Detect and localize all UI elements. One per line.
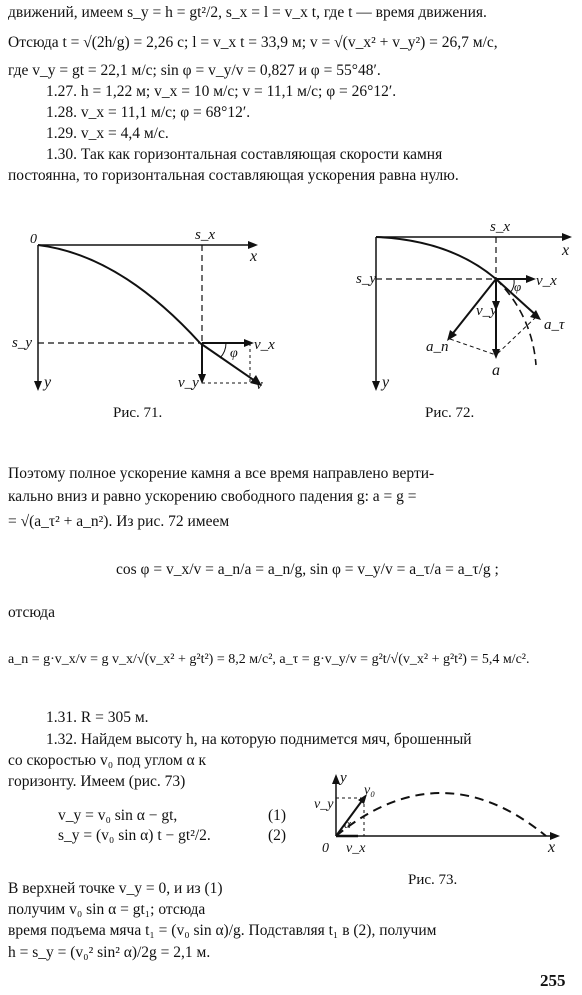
y-axis-label: y [44, 374, 52, 391]
text-line: со скоростью v₀ под углом α к [8, 752, 207, 769]
x-axis-label: x [250, 248, 258, 265]
text-line: Отсюда t = √(2h/g) = 2,26 с; l = v_x t = 33,9 м; v = √(v_x² + v_y²) = 26,7 м/с, [8, 34, 498, 51]
equation-1: v_y = v₀ sin α − gt, [58, 807, 178, 824]
text-line: 1.27. h = 1,22 м; v_x = 10 м/с; v = 11,1 м/с; φ = 26°12′. [46, 83, 397, 100]
figure-72-caption: Рис. 72. [425, 405, 475, 421]
text-line: получим v₀ sin α = gt₁; отсюда [8, 901, 206, 918]
alpha-label: α [344, 816, 351, 831]
sx-label: s_x [195, 227, 215, 243]
vx-label: v_x [536, 273, 557, 289]
sy-label: s_y [12, 335, 32, 351]
formula-cos-sin: cos φ = v_x/v = a_n/a = a_n/g, sin φ = v_y/v = a_τ/a = a_τ/g ; [116, 561, 499, 578]
v0-label: v₀ [364, 783, 376, 798]
sy-label: s_y [356, 271, 376, 287]
sx-label: s_x [490, 219, 510, 235]
text-line: 1.31. R = 305 м. [46, 709, 149, 726]
text-line: = √(a_τ² + a_n²). Из рис. 72 имеем [8, 513, 230, 530]
text-line: горизонту. Имеем (рис. 73) [8, 773, 186, 790]
figure-72 [300, 215, 582, 400]
text-line: кально вниз и равно ускорению свободного падения g: a = g = [8, 488, 417, 505]
text-line: 1.32. Найдем высоту h, на которую поднимется мяч, брошенный [46, 731, 472, 748]
page-number: 255 [540, 971, 566, 990]
vy-label: v_y [178, 375, 199, 391]
vy-label: v_y [476, 303, 497, 319]
figure-73 [306, 770, 578, 855]
origin-label: 0 [30, 232, 37, 247]
a-tau-label: a_τ [544, 317, 565, 333]
figure-71-caption: Рис. 71. [113, 405, 163, 421]
text-line: 1.30. Так как горизонтальная составляющая скорости камня [46, 146, 443, 163]
equation-2-number: (2) [268, 827, 287, 844]
x-axis-label: x [562, 242, 570, 259]
a-label: a [492, 362, 500, 379]
figure-71 [0, 215, 290, 400]
text-line: время подъема мяча t₁ = (v₀ sin α)/g. Подставляя t₁ в (2), получим [8, 922, 437, 939]
text-line: 1.29. v_x = 4,4 м/с. [46, 125, 169, 142]
a-n-label: a_n [426, 339, 449, 355]
text-line: постоянна, то горизонтальная составляющая ускорения равна нулю. [8, 167, 459, 184]
text-line: движений, имеем s_y = h = gt²/2, s_x = l = v_x t, где t — время движения. [8, 4, 487, 21]
phi-label: φ [514, 279, 522, 294]
y-axis-label: y [382, 374, 390, 391]
vx-label: v_x [254, 337, 275, 353]
v-label: v [256, 377, 263, 393]
equation-1-number: (1) [268, 807, 287, 824]
figure-73-caption: Рис. 73. [408, 872, 458, 888]
text-line: h = s_y = (v₀² sin² α)/2g = 2,1 м. [8, 944, 211, 961]
vx-label: v_x [346, 841, 366, 855]
equation-2: s_y = (v₀ sin α) t − gt²/2. [58, 827, 211, 844]
text-line: отсюда [8, 604, 55, 621]
vy-label: v_y [314, 797, 334, 812]
text-line: В верхней точке v_y = 0, и из (1) [8, 880, 223, 897]
text-line: 1.28. v_x = 11,1 м/с; φ = 68°12′. [46, 104, 251, 121]
y-axis-label: y [340, 770, 347, 786]
text-line: где v_y = gt = 22,1 м/с; sin φ = v_y/v = 0,827 и φ = 55°48′. [8, 62, 381, 79]
origin-label: 0 [322, 841, 329, 855]
formula-an-at: a_n = g·v_x/v = g v_x/√(v_x² + g²t²) = 8,2 м/с², a_τ = g·v_y/v = g²t/√(v_x² + g²t²) = 5,4 м/с². [8, 652, 530, 667]
phi-label: φ [230, 346, 238, 361]
x-axis-label: x [548, 839, 556, 855]
text-line: Поэтому полное ускорение камня a все время направлено верти- [8, 465, 435, 482]
